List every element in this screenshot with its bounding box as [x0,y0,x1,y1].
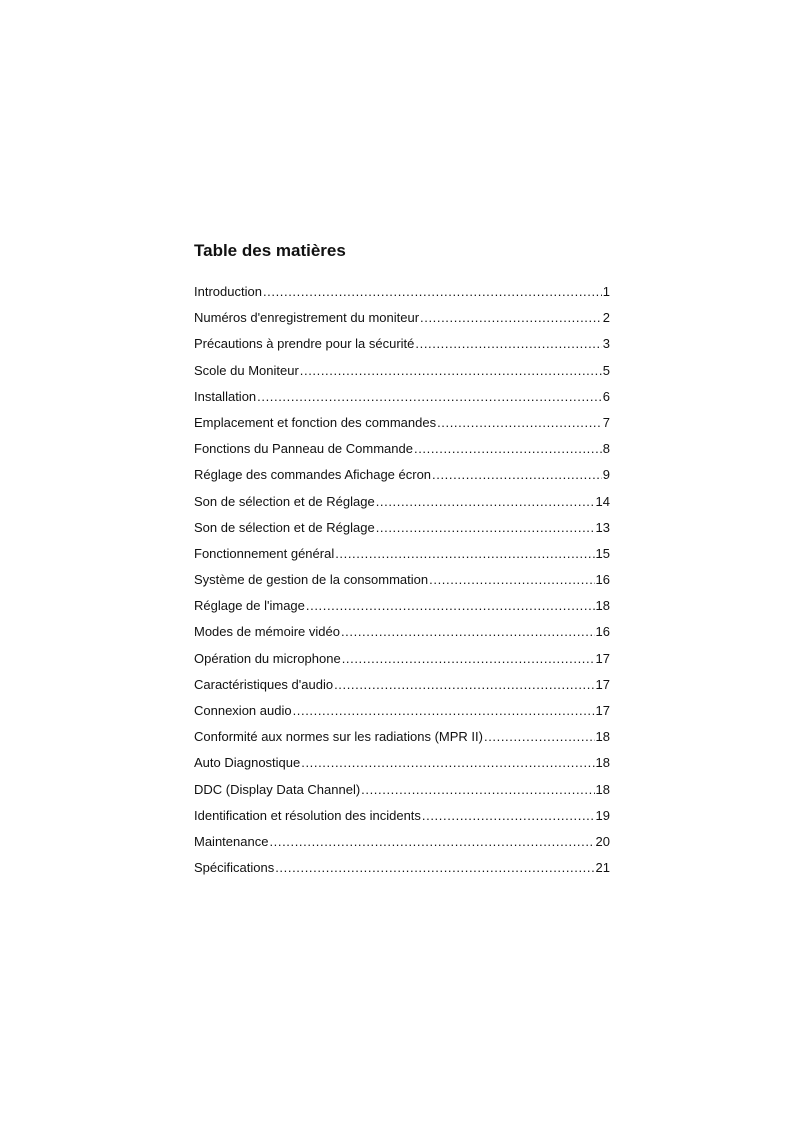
toc-entry[interactable] [194,651,610,677]
table-of-contents [194,284,610,886]
toc-entry-page: 18 [595,598,610,614]
toc-entry[interactable] [194,284,610,310]
dot-leader [342,651,595,666]
toc-entry-page: 13 [595,519,610,535]
toc-entry-label: Modes de mémoire vidéo [194,624,340,640]
toc-entry-label: Spécifications [194,860,275,876]
dot-leader [269,834,594,849]
toc-entry-label: Précautions à prendre pour la sécurité [194,336,415,352]
toc-entry-page: 7 [602,414,610,430]
toc-entry-label: Auto Diagnostique [194,755,301,771]
toc-entry[interactable] [194,310,610,336]
dot-leader [341,624,595,639]
dot-leader [334,677,594,692]
toc-entry[interactable] [194,755,610,781]
dot-leader [432,467,602,482]
toc-entry[interactable] [194,415,610,441]
toc-entry-page: 15 [595,545,610,561]
toc-entry[interactable] [194,546,610,572]
dot-leader [335,546,594,561]
dot-leader [414,441,602,456]
toc-entry-label: Fonctions du Panneau de Commande [194,441,413,457]
toc-entry-label: Numéros d'enregistrement du moniteur [194,310,420,326]
toc-entry[interactable] [194,808,610,834]
toc-entry-page: 6 [602,388,610,404]
toc-entry-page: 9 [602,467,610,483]
dot-leader [293,703,595,718]
toc-entry-page: 20 [595,833,610,849]
toc-entry[interactable] [194,782,610,808]
dot-leader [300,363,602,378]
dot-leader [376,520,595,535]
dot-leader [437,415,602,430]
toc-entry[interactable] [194,703,610,729]
toc-entry-label: Connexion audio [194,703,292,718]
toc-entry[interactable] [194,363,610,389]
toc-title: Table des matières [194,241,346,260]
toc-entry-label: DDC (Display Data Channel) [194,781,361,797]
toc-entry-page: 19 [595,807,610,823]
toc-entry-page: 17 [595,676,610,692]
toc-entry-label: Opération du microphone [194,650,341,666]
toc-entry-page: 2 [602,310,610,326]
toc-entry-page: 17 [595,650,610,666]
toc-entry-page: 16 [595,624,610,640]
toc-entry-label: Introduction [194,284,262,299]
toc-entry-page: 18 [595,755,610,771]
toc-entry-page: 18 [595,781,610,797]
dot-leader [301,755,594,770]
dot-leader [263,284,602,299]
toc-entry-page: 5 [602,362,610,378]
dot-leader [420,310,602,325]
toc-entry-label: Scole du Moniteur [194,362,299,378]
toc-entry[interactable] [194,467,610,493]
toc-entry-label: Réglage de l'image [194,598,305,614]
toc-entry-page: 3 [602,336,610,352]
toc-entry-page: 1 [602,284,610,299]
dot-leader [361,782,594,797]
toc-entry[interactable] [194,389,610,415]
dot-leader [275,860,594,875]
toc-entry-label: Identification et résolution des incidents [194,807,421,823]
toc-entry[interactable] [194,729,610,755]
toc-entry[interactable] [194,441,610,467]
toc-entry-label: Système de gestion de la consommation [194,572,429,588]
toc-entry-label: Conformité aux normes sur les radiations (MPR II) [194,729,483,745]
toc-entry-page: 17 [595,703,610,718]
toc-entry[interactable] [194,624,610,650]
toc-entry[interactable] [194,860,610,886]
dot-leader [484,729,595,744]
dot-leader [306,598,595,613]
toc-entry-label: Fonctionnement général [194,545,335,561]
dot-leader [257,389,602,404]
toc-entry-page: 8 [602,441,610,457]
toc-entry-label: Caractéristiques d'audio [194,676,334,692]
toc-entry-label: Réglage des commandes Afichage écron [194,467,432,483]
toc-entry[interactable] [194,336,610,362]
toc-entry[interactable] [194,520,610,546]
toc-entry[interactable] [194,677,610,703]
toc-entry-page: 14 [595,493,610,509]
dot-leader [422,808,595,823]
toc-entry-page: 18 [595,729,610,745]
toc-entry-label: Son de sélection et de Réglage [194,519,375,535]
toc-entry-label: Installation [194,388,257,404]
dot-leader [415,336,601,351]
toc-entry[interactable] [194,834,610,860]
toc-entry[interactable] [194,494,610,520]
dot-leader [376,494,595,509]
toc-entry[interactable] [194,598,610,624]
toc-entry[interactable] [194,572,610,598]
toc-entry-label: Son de sélection et de Réglage [194,493,375,509]
toc-entry-label: Emplacement et fonction des commandes [194,414,437,430]
toc-entry-page: 16 [595,572,610,588]
toc-entry-page: 21 [595,860,610,876]
toc-entry-label: Maintenance [194,833,269,849]
dot-leader [429,572,594,587]
